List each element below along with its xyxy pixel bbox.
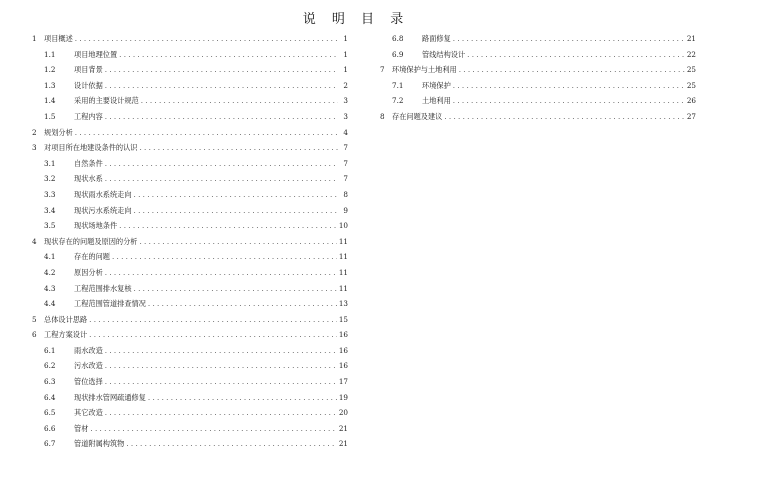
toc-entry[interactable] (32, 78, 348, 94)
dot-leader (119, 47, 338, 63)
toc-entry-number: 4.1 (44, 252, 56, 262)
toc-entry-page: 17 (338, 377, 348, 387)
toc-entry[interactable] (32, 125, 348, 141)
toc-entry-number: 7.1 (392, 80, 404, 90)
toc-entry[interactable] (380, 31, 696, 47)
toc-entry-number: 6.2 (44, 361, 56, 371)
toc-entry-number: 6.8 (392, 34, 404, 43)
toc-entry-page: 11 (338, 267, 348, 277)
toc-entry-page: 16 (338, 361, 348, 371)
toc-entry-title: 环境保护与土地利用 (392, 65, 457, 75)
toc-entry-page: 7 (343, 158, 348, 168)
toc-entry-number: 1.4 (44, 96, 56, 106)
toc-entry[interactable] (380, 109, 696, 125)
toc-entry-page: 3 (343, 96, 348, 106)
dot-leader (119, 218, 337, 234)
dot-leader (105, 171, 338, 187)
dot-leader (453, 31, 685, 47)
toc-entry-page: 16 (338, 330, 348, 340)
dot-leader (134, 203, 338, 219)
dot-leader (105, 374, 337, 390)
toc-entry-number: 5 (32, 314, 37, 324)
toc-entry[interactable] (380, 78, 696, 94)
toc-entry-number: 1.5 (44, 111, 56, 121)
toc-entry-title: 土地利用 (422, 96, 451, 106)
toc-entry-page: 16 (338, 345, 348, 355)
toc-entry-title: 其它改造 (74, 408, 103, 418)
toc-entry-page: 1 (343, 65, 348, 75)
dot-leader (134, 281, 337, 297)
toc-entry[interactable] (32, 140, 348, 156)
toc-entry-title: 现状污水系统走向 (74, 205, 132, 215)
toc-entry-number: 3.4 (44, 205, 56, 215)
toc-entry-title: 管线结构设计 (422, 49, 466, 59)
toc-entry-number: 1.2 (44, 65, 56, 75)
dot-leader (148, 390, 337, 406)
toc-entry-page: 8 (343, 189, 348, 199)
toc-entry-title: 现状雨水系统走向 (74, 189, 132, 199)
toc-column-left (32, 31, 348, 452)
toc-entry[interactable] (380, 62, 696, 78)
toc-entry-number: 3.1 (44, 158, 56, 168)
toc-entry-page: 11 (338, 236, 348, 246)
dot-leader (105, 265, 337, 281)
dot-leader (105, 343, 337, 359)
toc-entry-title: 工程方案设计 (44, 330, 88, 340)
toc-entry-page: 26 (686, 96, 696, 106)
toc-entry[interactable] (32, 281, 348, 297)
toc-entry-page: 4 (343, 127, 348, 137)
toc-entry-page: 21 (338, 423, 348, 433)
toc-entry-page: 1 (343, 49, 348, 59)
toc-entry-number: 3 (32, 143, 37, 153)
toc-entry-page: 7 (343, 174, 348, 184)
toc-entry-number: 8 (380, 111, 385, 121)
toc-entry-page: 19 (338, 392, 348, 402)
toc-entry-page: 15 (338, 314, 348, 324)
toc-entry[interactable] (32, 93, 348, 109)
toc-entry-page: 20 (338, 408, 348, 418)
toc-entry[interactable] (32, 47, 348, 63)
toc-entry-number: 6.9 (392, 49, 404, 59)
dot-leader (139, 140, 338, 156)
toc-entry[interactable] (32, 405, 348, 421)
toc-entry[interactable] (32, 187, 348, 203)
dot-leader (105, 405, 337, 421)
dot-leader (467, 47, 685, 63)
toc-entry[interactable] (32, 296, 348, 312)
dot-leader (105, 62, 338, 78)
toc-entry-page: 21 (338, 439, 348, 449)
toc-entry-number: 4 (32, 236, 37, 246)
toc-entry-title: 存在的问题 (74, 252, 110, 262)
dot-leader (112, 249, 337, 265)
toc-entry-number: 3.2 (44, 174, 56, 184)
toc-entry-title: 项目地理位置 (74, 49, 118, 59)
dot-leader (141, 93, 338, 109)
toc-entry-title: 现状水系 (74, 174, 103, 184)
toc-entry-page: 21 (686, 34, 696, 43)
dot-leader (459, 62, 685, 78)
toc-entry-title: 设计依据 (74, 80, 103, 90)
toc-entry[interactable] (32, 374, 348, 390)
toc-entry-page: 11 (338, 252, 348, 262)
dot-leader (453, 93, 685, 109)
toc-entry-number: 6.1 (44, 345, 56, 355)
toc-entry-number: 2 (32, 127, 37, 137)
toc-entry-page: 3 (343, 111, 348, 121)
toc-entry-number: 3.5 (44, 221, 56, 231)
toc-entry-page: 27 (686, 111, 696, 121)
toc-entry-page: 1 (343, 34, 348, 43)
dot-leader (105, 78, 338, 94)
toc-entry-title: 项目概述 (44, 34, 73, 43)
toc-entry-title: 管道附属构筑物 (74, 439, 125, 449)
toc-entry-number: 1 (32, 34, 37, 43)
dot-leader (89, 312, 337, 328)
toc-entry-page: 2 (343, 80, 348, 90)
toc-entry-title: 自然条件 (74, 158, 103, 168)
dot-leader (90, 421, 336, 437)
toc-entry[interactable] (32, 171, 348, 187)
dot-leader (453, 78, 685, 94)
toc-entry[interactable] (32, 156, 348, 172)
toc-entry-page: 9 (343, 205, 348, 215)
toc-entry-number: 6.7 (44, 439, 56, 449)
toc-entry[interactable] (380, 93, 696, 109)
dot-leader (444, 109, 685, 125)
dot-leader (126, 436, 337, 452)
toc-entry-title: 存在问题及建议 (392, 111, 443, 121)
toc-entry-title: 规划分析 (44, 127, 73, 137)
toc-entry-title: 管材 (74, 423, 89, 433)
toc-entry-title: 现状场地条件 (74, 221, 118, 231)
dot-leader (75, 125, 338, 141)
dot-leader (105, 358, 337, 374)
toc-entry[interactable] (32, 62, 348, 78)
toc-entry-number: 6 (32, 330, 37, 340)
toc-entry[interactable] (32, 234, 348, 250)
toc-entry[interactable] (380, 47, 696, 63)
toc-entry[interactable] (32, 31, 348, 47)
toc-entry-title: 原因分析 (74, 267, 103, 277)
toc-entry[interactable] (32, 312, 348, 328)
toc-title: 说 明 目 录 (302, 12, 410, 27)
toc-entry[interactable] (32, 421, 348, 437)
toc-entry-page: 11 (338, 283, 348, 293)
dot-leader (148, 296, 337, 312)
toc-entry-number: 6.3 (44, 377, 56, 387)
toc-entry[interactable] (32, 249, 348, 265)
dot-leader (105, 156, 338, 172)
dot-leader (75, 31, 338, 47)
toc-entry-number: 6.4 (44, 392, 56, 402)
toc-column-right (380, 31, 696, 125)
toc-entry-page: 7 (343, 143, 348, 153)
toc-entry-number: 6.5 (44, 408, 56, 418)
toc-entry-title: 现状存在的问题及原因的分析 (44, 236, 138, 246)
dot-leader (89, 327, 337, 343)
toc-entry-title: 采用的主要设计规范 (74, 96, 139, 106)
toc-entry[interactable] (32, 327, 348, 343)
toc-entry[interactable] (32, 265, 348, 281)
toc-entry-title: 现状排水管网疏通修复 (74, 392, 146, 402)
toc-entry-page: 22 (686, 49, 696, 59)
toc-entry-number: 7.2 (392, 96, 404, 106)
toc-entry-page: 13 (338, 299, 348, 309)
toc-entry-number: 4.4 (44, 299, 56, 309)
toc-entry-title: 环境保护 (422, 80, 451, 90)
toc-entry-title: 工程范围排水复核 (74, 283, 132, 293)
toc-entry[interactable] (32, 203, 348, 219)
toc-entry-title: 工程范围管道排查情况 (74, 299, 146, 309)
toc-entry[interactable] (32, 436, 348, 452)
toc-entry[interactable] (32, 390, 348, 406)
toc-entry-number: 6.6 (44, 423, 56, 433)
toc-entry-title: 管位选择 (74, 377, 103, 387)
toc-entry-title: 项目背景 (74, 65, 103, 75)
toc-entry-number: 4.3 (44, 283, 56, 293)
toc-entry-number: 3.3 (44, 189, 56, 199)
toc-entry[interactable] (32, 218, 348, 234)
dot-leader (134, 187, 338, 203)
toc-entry-title: 工程内容 (74, 111, 103, 121)
dot-leader (105, 109, 338, 125)
toc-entry-page: 10 (338, 221, 348, 231)
toc-entry[interactable] (32, 343, 348, 359)
dot-leader (139, 234, 336, 250)
toc-entry-number: 7 (380, 65, 385, 75)
toc-entry-page: 25 (686, 65, 696, 75)
toc-entry-title: 雨水改造 (74, 345, 103, 355)
toc-entry-title: 对项目所在地建设条件的认识 (44, 143, 138, 153)
toc-entry[interactable] (32, 109, 348, 125)
toc-entry-number: 4.2 (44, 267, 56, 277)
toc-entry-title: 污水改造 (74, 361, 103, 371)
toc-entry-title: 总体设计思路 (44, 314, 88, 324)
toc-entry-number: 1.1 (44, 49, 56, 59)
toc-entry-page: 25 (686, 80, 696, 90)
toc-entry[interactable] (32, 358, 348, 374)
toc-entry-title: 路面修复 (422, 34, 451, 43)
toc-entry-number: 1.3 (44, 80, 56, 90)
